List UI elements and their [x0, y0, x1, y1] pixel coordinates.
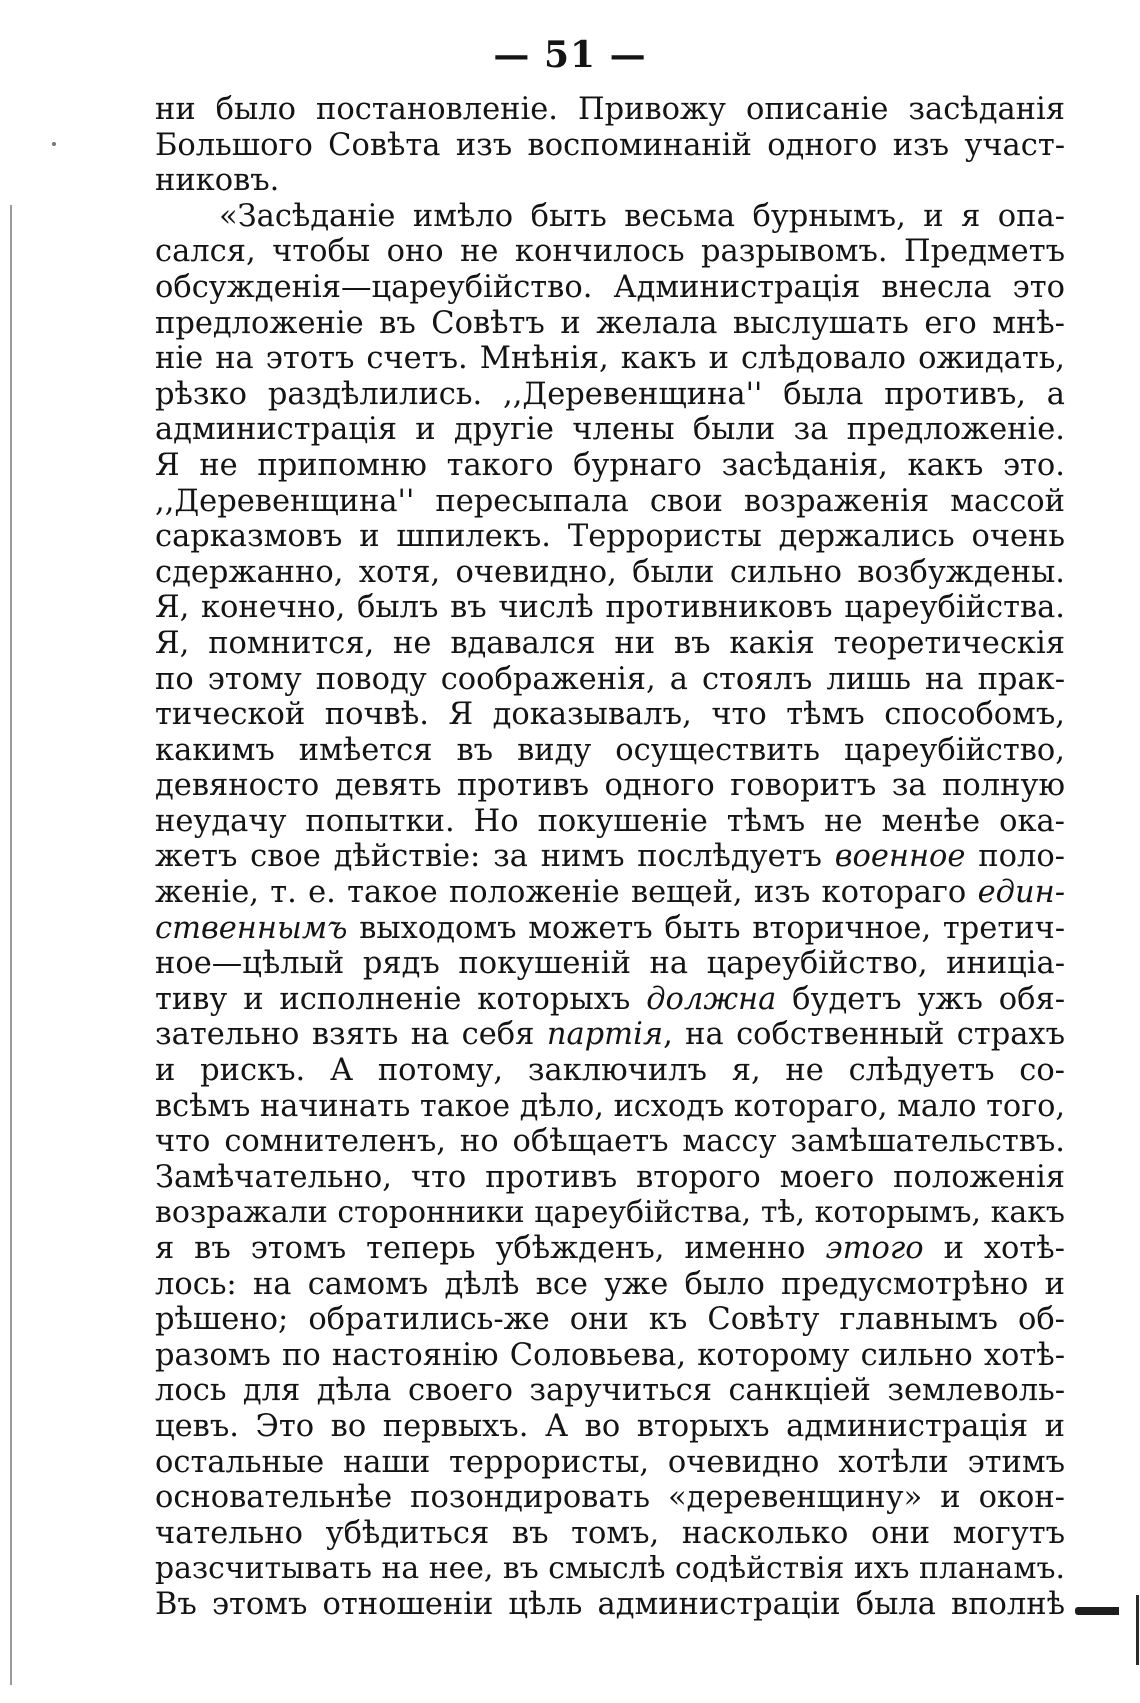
text-line: ,,Деревенщина'' пересыпала свои возраженія массой [155, 483, 1065, 519]
text-line: женіе, т. е. такое положеніе вещей, изъ котораго един- [155, 875, 1065, 911]
text-line: администрація и другіе члены были за предложеніе. [155, 412, 1065, 448]
text-line: лось для дѣла своего заручиться санкціей землеволь- [155, 1373, 1065, 1409]
text-line: тиву и исполненіе которыхъ должна будетъ ужъ обя- [155, 981, 1066, 1017]
text-line: рѣшено; обратились-же они къ Совѣту главнымъ об- [155, 1302, 1065, 1338]
text-line: цевъ. Это во первыхъ. А во вторыхъ администрація и [155, 1408, 1065, 1444]
text-line: ніе на этотъ счетъ. Мнѣнія, какъ и слѣдовало ожидать, [155, 341, 1065, 377]
text-line: сарказмовъ и шпилекъ. Террористы держались очень [155, 519, 1065, 555]
scan-right-edge [1136, 1595, 1139, 1665]
text-line: неудачу попытки. Но покушеніе тѣмъ не менѣе ока- [155, 803, 1065, 839]
text-line: остальные наши террористы, очевидно хотѣли этимъ [155, 1444, 1065, 1480]
text-line: и рискъ. А потому, заключилъ я, не слѣдуетъ со- [155, 1053, 1065, 1089]
text-line: Въ этомъ отношеніи цѣль администраціи была вполнѣ [155, 1586, 1065, 1622]
emphasis: партія [546, 1017, 664, 1053]
text-line: возражали сторонники цареубійства, тѣ, которымъ, какъ [155, 1195, 1065, 1231]
text-line: жетъ свое дѣйствіе: за нимъ послѣдуетъ военное поло- [155, 839, 1065, 875]
text-line: рѣзко раздѣлились. ,,Деревенщина'' была противъ, а [155, 376, 1065, 412]
text-line: лось: на самомъ дѣлѣ все уже было предусмотрѣно и [155, 1266, 1065, 1302]
text-line: сался, чтобы оно не кончилось разрывомъ. Предметъ [155, 234, 1065, 270]
emphasis: един- [977, 875, 1065, 911]
text-line: ни было постановленіе. Привожу описаніе засѣданія [155, 92, 1065, 127]
text-line: Я, конечно, былъ въ числѣ противниковъ цареубійства. [155, 590, 1065, 626]
text-line: тической почвѣ. Я доказывалъ, что тѣмъ способомъ, [155, 697, 1065, 733]
text-line: девяносто девять противъ одного говоритъ за полную [155, 768, 1065, 804]
text-line: Я, помнится, не вдавался ни въ какія теоретическія [155, 625, 1065, 661]
text-line: какимъ имѣется въ виду осуществить цареубійство, [155, 732, 1065, 768]
text-line: всѣмъ начинать такое дѣло, исходъ котораго, мало того, [155, 1088, 1066, 1124]
text-line: Я не припомню такого бурнаго засѣданія, какъ это. [155, 447, 1065, 483]
text-line: «Засѣданіе имѣло быть весьма бурнымъ, и я опа- [219, 198, 1065, 234]
text-line: разомъ по настоянію Соловьева, которому сильно хотѣ- [155, 1337, 1065, 1373]
text-line: основательнѣе позондировать «деревенщину» и окон- [155, 1480, 1065, 1516]
ink-speck [52, 142, 56, 146]
text-line: обсужденія—цареубійство. Администрація внесла это [155, 269, 1065, 305]
emphasis: должна [646, 981, 777, 1017]
text-line: что сомнителенъ, но обѣщаетъ массу замѣшательствъ. [155, 1124, 1065, 1160]
text-line: ственнымъ выходомъ можетъ быть вторичное, третич- [155, 910, 1065, 946]
emphasis: этого [825, 1231, 924, 1266]
text-line: Замѣчательно, что противъ второго моего положенія [155, 1159, 1065, 1195]
text-line: предложеніе въ Совѣтъ и желала выслушать его мнѣ- [155, 305, 1065, 341]
text-line: я въ этомъ теперь убѣжденъ, именно этого и хотѣ- [155, 1231, 1065, 1266]
text-line: чательно убѣдиться въ томъ, насколько они могутъ [155, 1515, 1065, 1551]
text-line: ное—цѣлый рядъ покушеній на цареубійство, иниціа- [155, 946, 1065, 982]
emphasis: военное [834, 839, 966, 875]
text-line: сдержанно, хотя, очевидно, были сильно возбуждены. [155, 554, 1065, 590]
text-line: Большого Совѣта изъ воспоминаній одного изъ участ- [155, 127, 1065, 163]
page-number: — 51 — [493, 34, 647, 76]
body-text [155, 92, 1065, 1623]
text-line: зательно взять на себя партія, на собственный страхъ [155, 1017, 1066, 1053]
emphasis: ственнымъ [155, 910, 348, 946]
text-line: никовъ. [155, 163, 280, 199]
scan-left-edge [10, 205, 12, 1685]
text-line: разсчитывать на нее, въ смыслѣ содѣйствія ихъ планамъ. [155, 1551, 1065, 1587]
text-line: по этому поводу соображенія, а стоялъ лишь на прак- [155, 661, 1065, 697]
page-turn-mark [1075, 1607, 1119, 1615]
